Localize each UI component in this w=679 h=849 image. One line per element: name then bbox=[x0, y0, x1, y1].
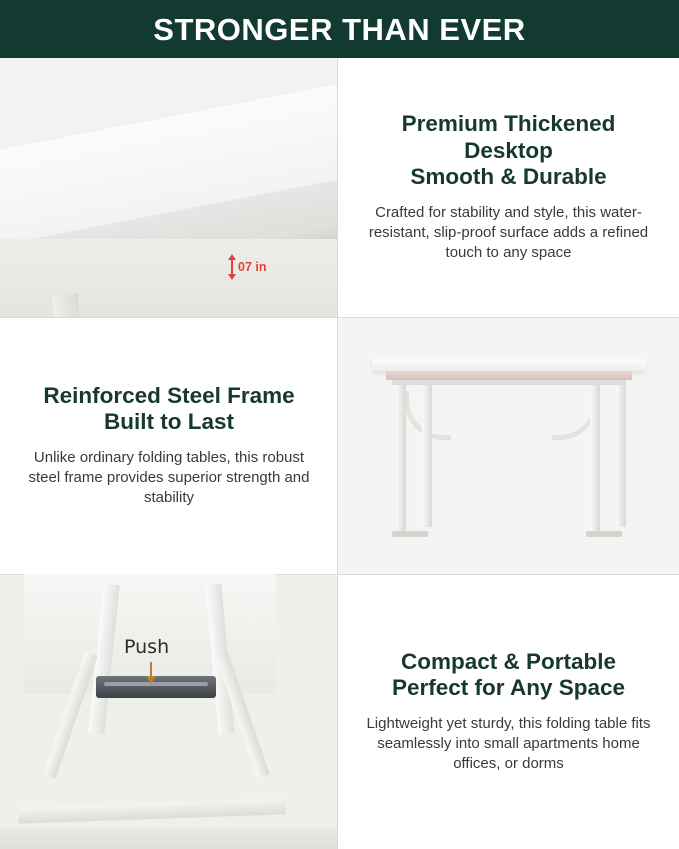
table-top bbox=[372, 359, 646, 371]
feature-text-steel-frame bbox=[0, 317, 338, 574]
thickness-callout bbox=[224, 254, 286, 280]
foot-left bbox=[392, 531, 428, 537]
headline-line-2: Smooth & Durable bbox=[410, 164, 607, 190]
divider-horizontal-row2-left bbox=[0, 317, 338, 318]
feature-text-premium-desktop bbox=[338, 58, 679, 317]
divider-horizontal-row3-right bbox=[338, 574, 679, 575]
feature-grid bbox=[0, 58, 679, 849]
feature-headline-compact-portable bbox=[392, 649, 625, 702]
banner-title: STRONGER THAN EVER bbox=[153, 11, 526, 47]
header-banner bbox=[0, 0, 679, 58]
feature-text-compact-portable bbox=[338, 574, 679, 849]
feature-body-steel-frame: Unlike ordinary folding tables, this robust steel frame provides superior strength and stability bbox=[28, 448, 310, 507]
base-bar-upper bbox=[18, 798, 286, 823]
foot-right bbox=[586, 531, 622, 537]
leg-back-right bbox=[616, 385, 626, 527]
image-full-table bbox=[338, 317, 679, 574]
feature-headline-premium-desktop bbox=[356, 111, 661, 191]
measure-arrow-icon bbox=[224, 254, 234, 280]
divider-horizontal-row2-right bbox=[338, 317, 679, 318]
image-desktop-edge bbox=[0, 58, 338, 317]
push-instruction-label: Push bbox=[124, 636, 170, 658]
table-apron bbox=[386, 371, 632, 380]
floor-line bbox=[0, 827, 338, 849]
leg-front-left bbox=[396, 385, 406, 533]
floor-backdrop bbox=[0, 239, 338, 317]
headline-line-2: Built to Last bbox=[104, 409, 234, 435]
leg-back-left bbox=[422, 385, 432, 527]
leg-front-right bbox=[590, 385, 600, 533]
image-push-mechanism bbox=[0, 574, 338, 849]
headline-line-1: Compact & Portable bbox=[400, 648, 617, 674]
headline-line-1: Reinforced Steel Frame bbox=[43, 382, 295, 408]
feature-body-compact-portable: Lightweight yet sturdy, this folding table fits seamlessly into small apartments home offices, or dorms bbox=[366, 714, 651, 773]
locking-hinge bbox=[96, 676, 216, 698]
thickness-label: 07 in bbox=[238, 260, 267, 274]
feature-headline-steel-frame bbox=[43, 383, 294, 436]
push-arrow-icon bbox=[150, 662, 152, 678]
headline-line-2: Perfect for Any Space bbox=[392, 675, 625, 701]
headline-line-1: Premium Thickened Desktop bbox=[401, 111, 616, 163]
feature-body-premium-desktop: Crafted for stability and style, this water-resistant, slip-proof surface adds a refined touch to any space bbox=[368, 203, 649, 262]
